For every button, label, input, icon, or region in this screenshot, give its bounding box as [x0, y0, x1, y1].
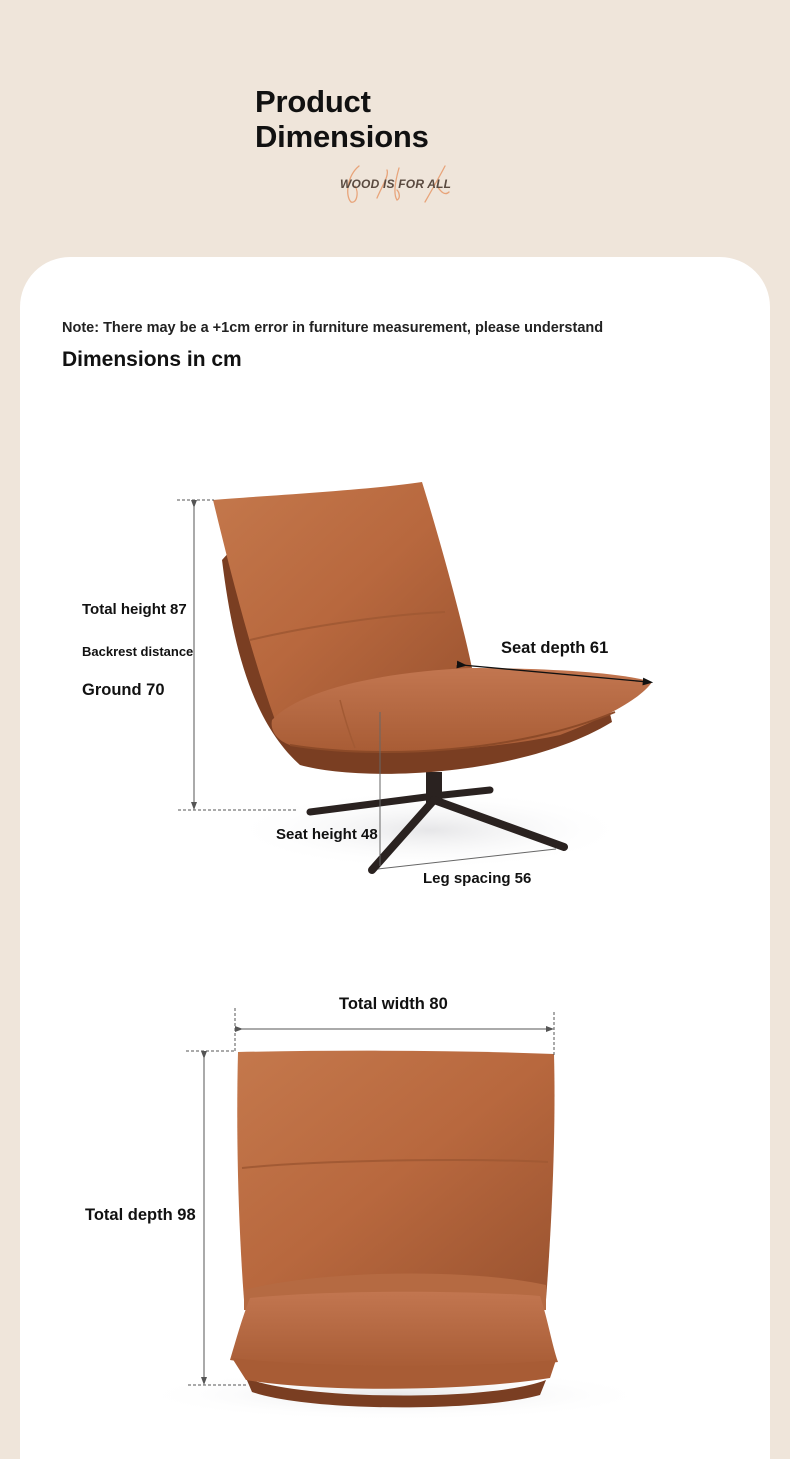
- front-view-chair: [135, 1051, 655, 1421]
- seat-height-label: Seat height 48: [276, 826, 378, 843]
- title-line-2: Dimensions: [255, 119, 429, 154]
- title-line-1: Product: [255, 84, 371, 119]
- total-depth-label: Total depth 98: [85, 1206, 196, 1224]
- measurement-note: Note: There may be a +1cm error in furniture measurement, please understand: [62, 320, 604, 336]
- leg-spacing-label: Leg spacing 56: [423, 870, 532, 887]
- section-title: Dimensions in cm: [62, 348, 242, 371]
- total-width-label: Total width 80: [339, 995, 448, 1013]
- ground-label: Ground 70: [82, 681, 165, 699]
- total-height-label: Total height 87: [82, 601, 187, 618]
- brand-name: WOOD IS FOR ALL: [340, 177, 452, 191]
- seat-depth-label: Seat depth 61: [501, 639, 609, 657]
- backrest-distance-label: Backrest distance: [82, 644, 194, 659]
